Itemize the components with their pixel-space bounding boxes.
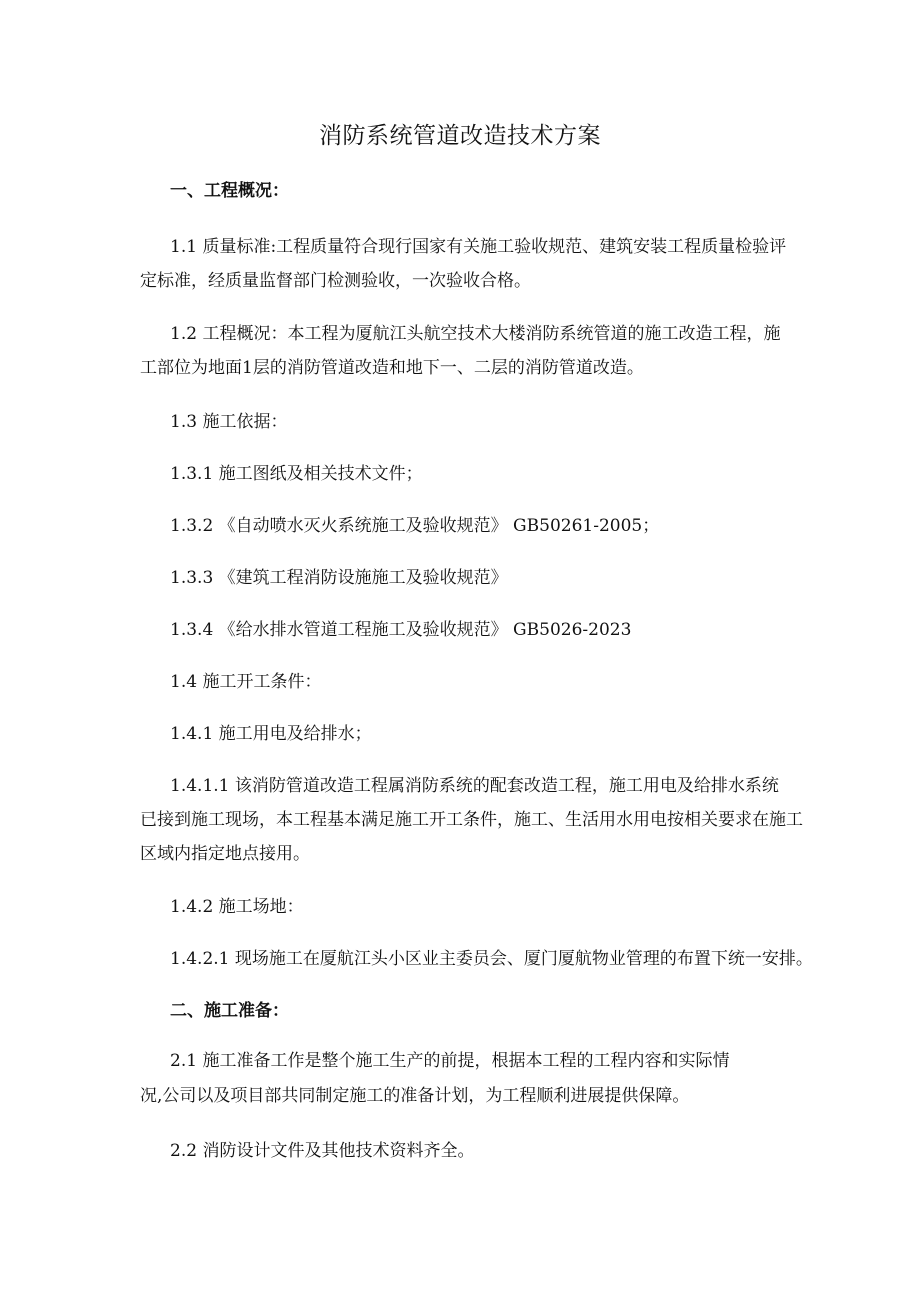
paragraph-1-4-1: 1.4.1 施工用电及给排水； bbox=[170, 724, 372, 744]
paragraph-2-1-line-1: 2.1 施工准备工作是整个施工生产的前提，根据本工程的工程内容和实际情 bbox=[170, 1051, 730, 1071]
paragraph-1-2-line-2: 工部位为地面1层的消防管道改造和地下一、二层的消防管道改造。 bbox=[140, 358, 644, 378]
paragraph-2-1-line-2: 况,公司以及项目部共同制定施工的准备计划，为工程顺利进展提供保障。 bbox=[140, 1086, 690, 1106]
paragraph-1-3-3: 1.3.3 《建筑工程消防设施施工及验收规范》 bbox=[170, 568, 508, 588]
paragraph-1-3-2: 1.3.2 《自动喷水灭火系统施工及验收规范》 GB50261-2005； bbox=[170, 516, 660, 536]
paragraph-1-4: 1.4 施工开工条件： bbox=[170, 672, 322, 692]
paragraph-2-2: 2.2 消防设计文件及其他技术资料齐全。 bbox=[170, 1141, 475, 1161]
paragraph-1-1-line-1: 1.1 质量标准:工程质量符合现行国家有关施工验收规范、建筑安装工程质量检验评 bbox=[170, 237, 787, 257]
paragraph-1-3-1: 1.3.1 施工图纸及相关技术文件； bbox=[170, 464, 423, 484]
section-heading-preparation: 二、施工准备： bbox=[170, 1001, 289, 1021]
paragraph-1-4-2-1: 1.4.2.1 现场施工在厦航江头小区业主委员会、厦门厦航物业管理的布置下统一安排。 bbox=[170, 949, 813, 969]
paragraph-1-3-4: 1.3.4 《给水排水管道工程施工及验收规范》 GB5026-2023 bbox=[170, 620, 632, 640]
section-heading-overview: 一、工程概况： bbox=[170, 181, 289, 201]
paragraph-1-4-2: 1.4.2 施工场地： bbox=[170, 897, 304, 917]
paragraph-1-4-1-1-line-3: 区域内指定地点接用。 bbox=[140, 844, 310, 864]
paragraph-1-2-line-1: 1.2 工程概况：本工程为厦航江头航空技术大楼消防系统管道的施工改造工程，施 bbox=[170, 324, 781, 344]
paragraph-1-3: 1.3 施工依据： bbox=[170, 412, 288, 432]
paragraph-1-4-1-1-line-2: 已接到施工现场，本工程基本满足施工开工条件，施工、生活用水用电按相关要求在施工 bbox=[140, 810, 803, 830]
document-title: 消防系统管道改造技术方案 bbox=[319, 123, 601, 149]
paragraph-1-1-line-2: 定标准，经质量监督部门检测验收，一次验收合格。 bbox=[140, 271, 531, 291]
paragraph-1-4-1-1-line-1: 1.4.1.1 该消防管道改造工程属消防系统的配套改造工程，施工用电及给排水系统 bbox=[170, 776, 779, 796]
